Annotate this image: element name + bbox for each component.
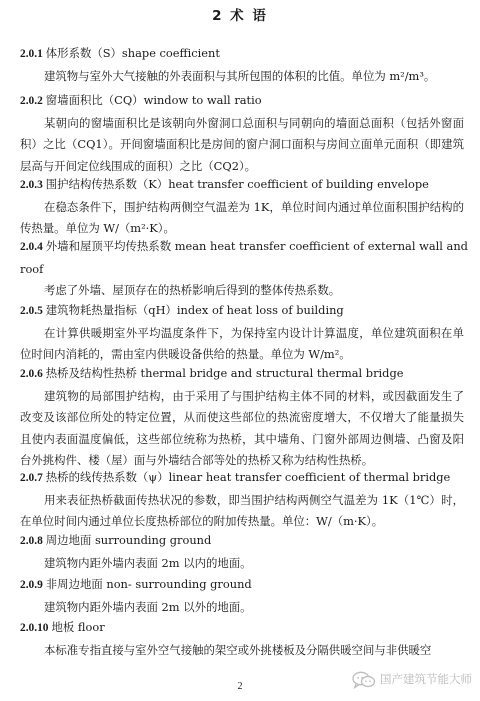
term-2-0-5 xyxy=(0,300,468,366)
term-title: 热桥及结构性热桥 thermal bridge and structural thermal bridge xyxy=(45,366,404,380)
term-heading xyxy=(0,236,468,280)
term-definition: 在稳态条件下，围护结构两侧空气温差为 1K，单位时间内通过单位面积围护结构的传热量。单位为 W/（m²·K）。 xyxy=(20,199,464,236)
term-definition: 考虑了外墙、屋顶存在的热桥影响后得到的整体传热系数。 xyxy=(44,283,341,298)
term-2-0-3 xyxy=(0,174,468,240)
term-number: 2.0.10 xyxy=(20,622,49,634)
term-title: 建筑物耗热量指标（qH）index of heat loss of building xyxy=(45,303,344,317)
watermark-text: 国产建筑节能大师 xyxy=(380,672,472,687)
term-number: 2.0.3 xyxy=(20,179,43,191)
term-number: 2.0.5 xyxy=(20,305,43,317)
term-definition: 用来表征热桥截面传热状况的参数，即当围护结构两侧空气温差为 1K（1℃）时，在单位时间内通过单位长度热桥部位的附加传热量。单位：W/（m·K）。 xyxy=(20,492,464,529)
term-definition: 在计算供暖期室外平均温度条件下，为保持室内设计计算温度，单位建筑面积在单位时间内消耗的，需由室内供暖设备供给的热量。单位为 W/m²。 xyxy=(20,325,464,362)
chat-bubbles-icon xyxy=(352,671,376,689)
term-2-0-2 xyxy=(0,90,468,177)
term-heading xyxy=(0,43,468,66)
term-title: 外墙和屋顶平均传热系数 mean heat transfer coefficient of external wall and roof xyxy=(20,239,468,276)
term-definition: 某朝向的窗墙面积比是该朝向外窗洞口总面积与同朝向的墙面总面积（包括外窗面积）之比（CQ1）。开间窗墙面积比是房间的窗户洞口面积与房间立面单元面积（即建筑层高与开间定位线围成的面积）之比（CQ2）。 xyxy=(20,115,464,173)
term-2-0-8 xyxy=(0,530,468,574)
term-2-0-10 xyxy=(0,617,468,661)
term-title: 地板 floor xyxy=(51,620,105,634)
term-number: 2.0.7 xyxy=(20,472,43,484)
term-2-0-7 xyxy=(0,467,468,533)
term-definition: 建筑物的局部围护结构，由于采用了与围护结构主体不同的材料，或因截面发生了改变及该部位所处的特定位置，从而使这些部位的热流密度增大，不仅增大了能量损失且使内表面温度偏低，这些部位统称为热桥，其中墙角、门窗外部周边侧墙、凸窗及阳台外挑构件、楼（屋）面与外墙结合部等处的热桥又称为结构性热桥。 xyxy=(20,388,464,468)
term-number: 2.0.2 xyxy=(20,95,43,107)
term-2-0-4 xyxy=(0,236,468,302)
term-title: 体形系数（S）shape coefficient xyxy=(45,46,220,60)
term-heading xyxy=(0,467,468,490)
term-2-0-6 xyxy=(0,363,468,472)
term-heading xyxy=(0,300,468,323)
term-heading xyxy=(0,530,468,553)
term-definition: 本标准专指直接与室外空气接触的架空或外挑楼板及分隔供暖空间与非供暖空 xyxy=(44,642,432,657)
term-definition: 建筑物与室外大气接触的外表面积与其所包围的体积的比值。单位为 m²/m³。 xyxy=(44,68,436,83)
term-definition: 建筑物内距外墙内表面 2m 以内的地面。 xyxy=(44,555,252,570)
page-number: 2 xyxy=(237,681,243,692)
page-title: 2 术 语 xyxy=(212,8,268,24)
term-number: 2.0.9 xyxy=(20,579,43,591)
term-number: 2.0.8 xyxy=(20,535,43,547)
term-title: 窗墙面积比（CQ）window to wall ratio xyxy=(45,93,262,107)
term-2-0-1 xyxy=(0,43,468,87)
term-title: 热桥的线传热系数（ψ）linear heat transfer coefficient of thermal bridge xyxy=(45,470,451,484)
term-title: 非周边地面 non- surrounding ground xyxy=(45,577,252,591)
term-number: 2.0.6 xyxy=(20,368,43,380)
term-number: 2.0.4 xyxy=(20,241,43,253)
term-heading xyxy=(0,574,468,597)
term-2-0-9 xyxy=(0,574,468,618)
term-heading xyxy=(0,617,468,640)
term-heading xyxy=(0,363,468,386)
watermark xyxy=(352,670,472,690)
term-definition: 建筑物内距外墙内表面 2m 以外的地面。 xyxy=(44,599,252,614)
term-heading xyxy=(0,174,468,197)
term-heading xyxy=(0,90,468,113)
term-title: 周边地面 surrounding ground xyxy=(45,533,212,547)
term-title: 围护结构传热系数（K）heat transfer coefficient of building envelope xyxy=(45,177,429,191)
term-number: 2.0.1 xyxy=(20,48,43,60)
